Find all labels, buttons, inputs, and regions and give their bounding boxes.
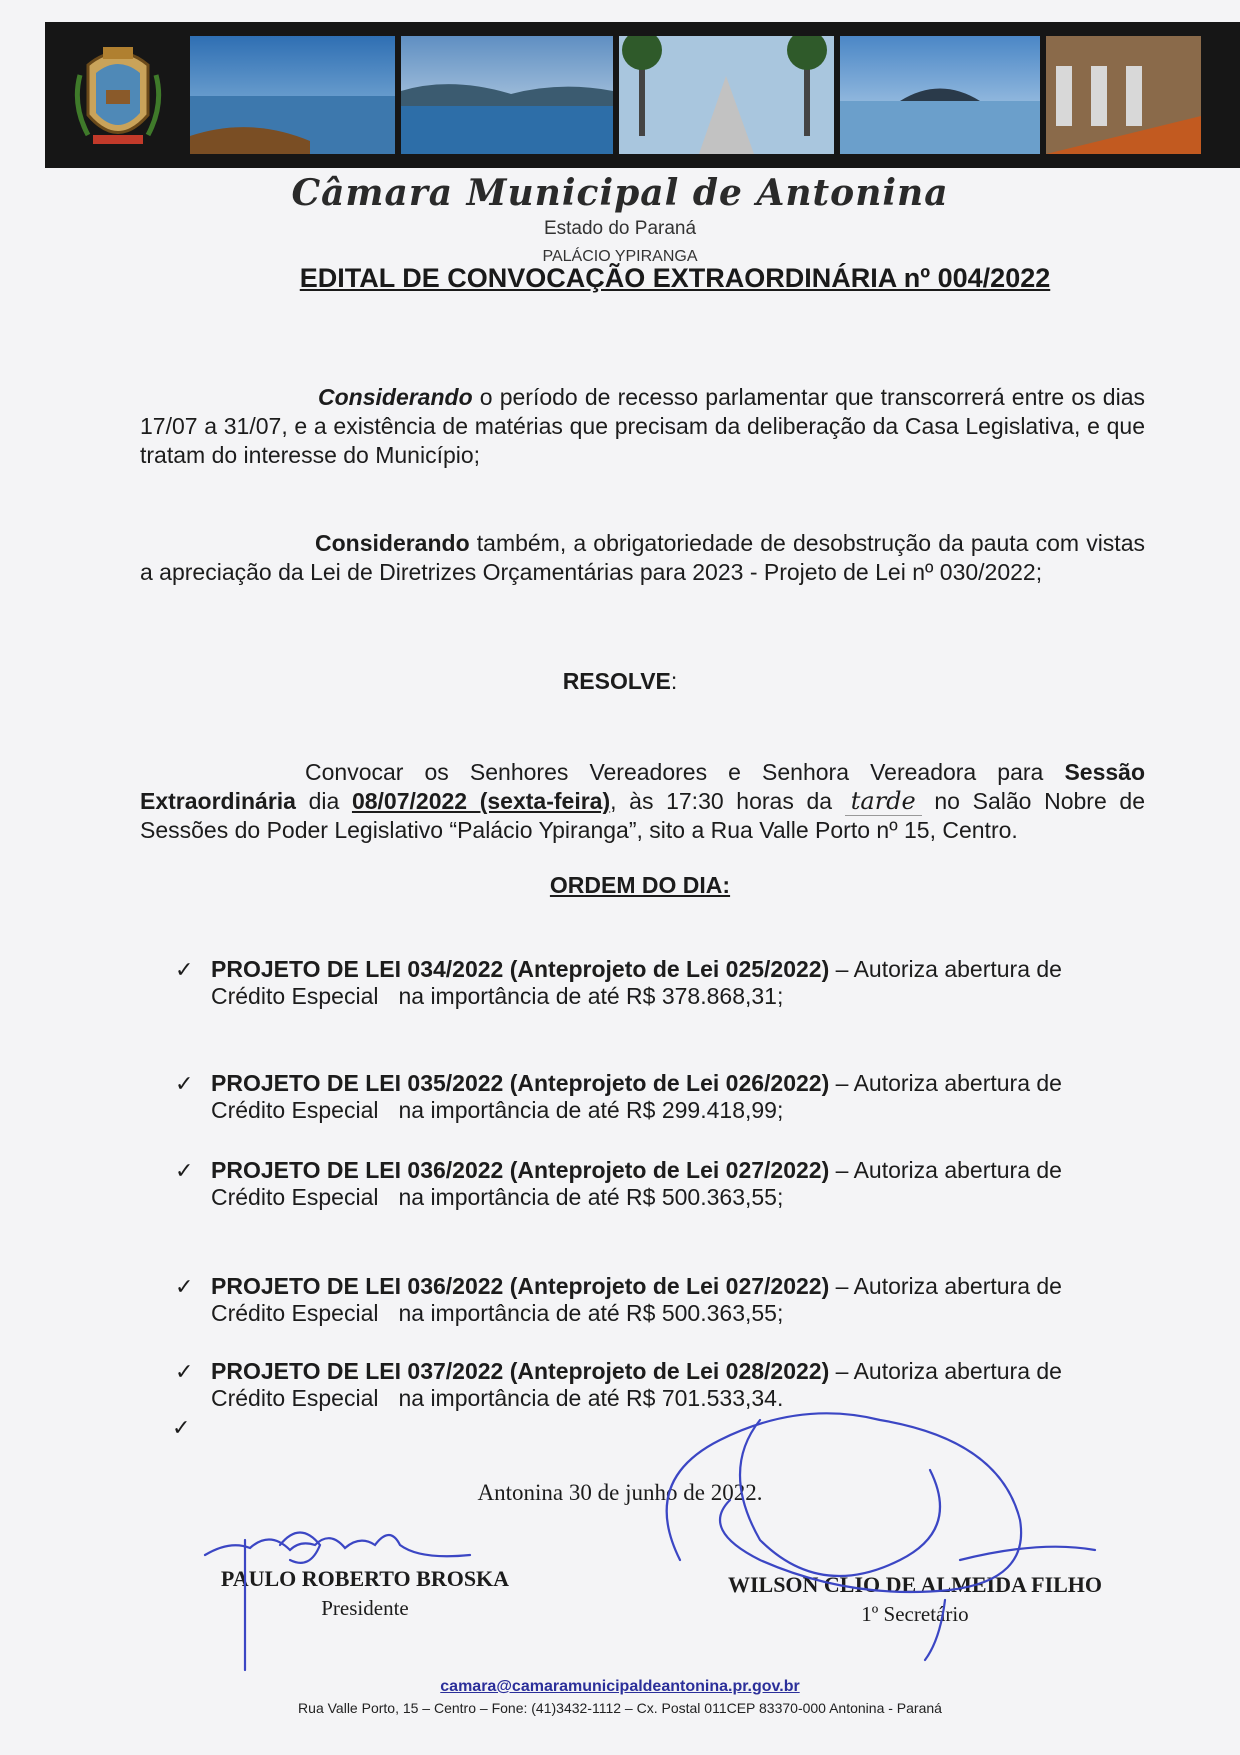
check-mark-icon: ✓: [175, 957, 194, 982]
check-mark-icon: ✓: [175, 1359, 194, 1384]
ordem-do-dia-heading: ORDEM DO DIA:: [549, 872, 731, 898]
document-title: EDITAL DE CONVOCAÇÃO EXTRAORDINÁRIA nº 004/2022: [299, 263, 1051, 293]
signatory-name: WILSON CLIO DE ALMEIDA FILHO: [727, 1572, 1103, 1597]
list-item: ✓ PROJETO DE LEI 035/2022 (Anteprojeto de Lei 026/2022) – Autoriza abertura de Crédito Especial na importância de até R$ 299.418,99;: [175, 1070, 1062, 1123]
signatory-role: Presidente: [321, 1596, 409, 1620]
list-item: ✓ PROJETO DE LEI 037/2022 (Anteprojeto de Lei 028/2022) – Autoriza abertura de Crédito Especial na importância de até R$ 701.533,34.: [175, 1358, 1062, 1411]
footer-address: Rua Valle Porto, 15 – Centro – Fone: (41)3432-1112 – Cx. Postal 011CEP 83370-000 Antonina - Paraná: [298, 1700, 942, 1716]
paragraph-considerando-1: [140, 383, 1145, 470]
photo-palm-promenade: [619, 36, 834, 154]
photo-bay-island: [840, 36, 1040, 154]
photo-bay-hills: [401, 36, 613, 154]
session-date: 08/07/2022 (sexta-feira): [351, 788, 611, 814]
palace-name: PALÁCIO YPIRANGA: [542, 248, 698, 265]
list-item: ✓ PROJETO DE LEI 036/2022 (Anteprojeto de Lei 027/2022) – Autoriza abertura de Crédito Especial na importância de até R$ 500.363,55;: [175, 1157, 1062, 1210]
paragraph-keyword: Considerando: [318, 384, 473, 410]
state-name: Estado do Paraná: [543, 218, 697, 239]
check-mark-icon: ✓: [175, 1071, 194, 1096]
list-item: ✓ PROJETO DE LEI 036/2022 (Anteprojeto de Lei 027/2022) – Autoriza abertura de Crédito Especial na importância de até R$ 500.363,55;: [175, 1273, 1062, 1326]
resolve-heading: RESOLVE:: [562, 668, 678, 694]
footer-email-link[interactable]: camara@camaramunicipaldeantonina.pr.gov.br: [440, 1678, 800, 1695]
list-item: ✓ PROJETO DE LEI 034/2022 (Anteprojeto de Lei 025/2022) – Autoriza abertura de Crédito Especial na importância de até R$ 378.868,31;: [175, 956, 1062, 1009]
signatory-name: PAULO ROBERTO BROSKA: [220, 1566, 510, 1591]
convocation-paragraph: Convocar os Senhores Vereadores e Senhora Vereadora para Sessão Extraordinária dia 08/07/2022 (sexta-feira), às 17:30 horas da tarde no Salão Nobre de Sessões do Poder Legislativo “Palácio Ypiranga”, sito a Rua Valle Porto nº 15, Centro.: [140, 759, 1145, 843]
signature-secretary: [690, 1572, 1140, 1627]
signatory-role: 1º Secretário: [861, 1602, 969, 1626]
check-mark-icon: ✓: [175, 1158, 194, 1183]
signature-president: [190, 1566, 540, 1621]
municipal-crest-icon: [45, 22, 190, 168]
paragraph-text: também, a obrigatoriedade de desobstrução da pauta com vistas a apreciação da Lei de Diretrizes Orçamentárias para 2023 - Projeto de Lei nº 030/2022;: [140, 530, 1145, 585]
paragraph-keyword: Considerando: [315, 530, 470, 556]
check-mark-icon: ✓: [172, 1415, 191, 1440]
check-mark-icon: ✓: [175, 1274, 194, 1299]
date-line: Antonina 30 de junho de 2022.: [477, 1480, 763, 1505]
photo-historic-arcade: [1046, 36, 1201, 154]
paragraph-considerando-2: [140, 529, 1145, 587]
photo-bay-rocks: [190, 36, 395, 154]
paragraph-text: o período de recesso parlamentar que transcorrerá entre os dias 17/07 a 31/07, e a existência de matérias que precisam da deliberação da Casa Legislativa, e que tratam do interesse do Município;: [140, 384, 1145, 468]
institution-name: Câmara Municipal de Antonina: [291, 172, 949, 214]
header-banner: [45, 22, 1240, 168]
handwritten-word: tarde: [845, 787, 922, 816]
